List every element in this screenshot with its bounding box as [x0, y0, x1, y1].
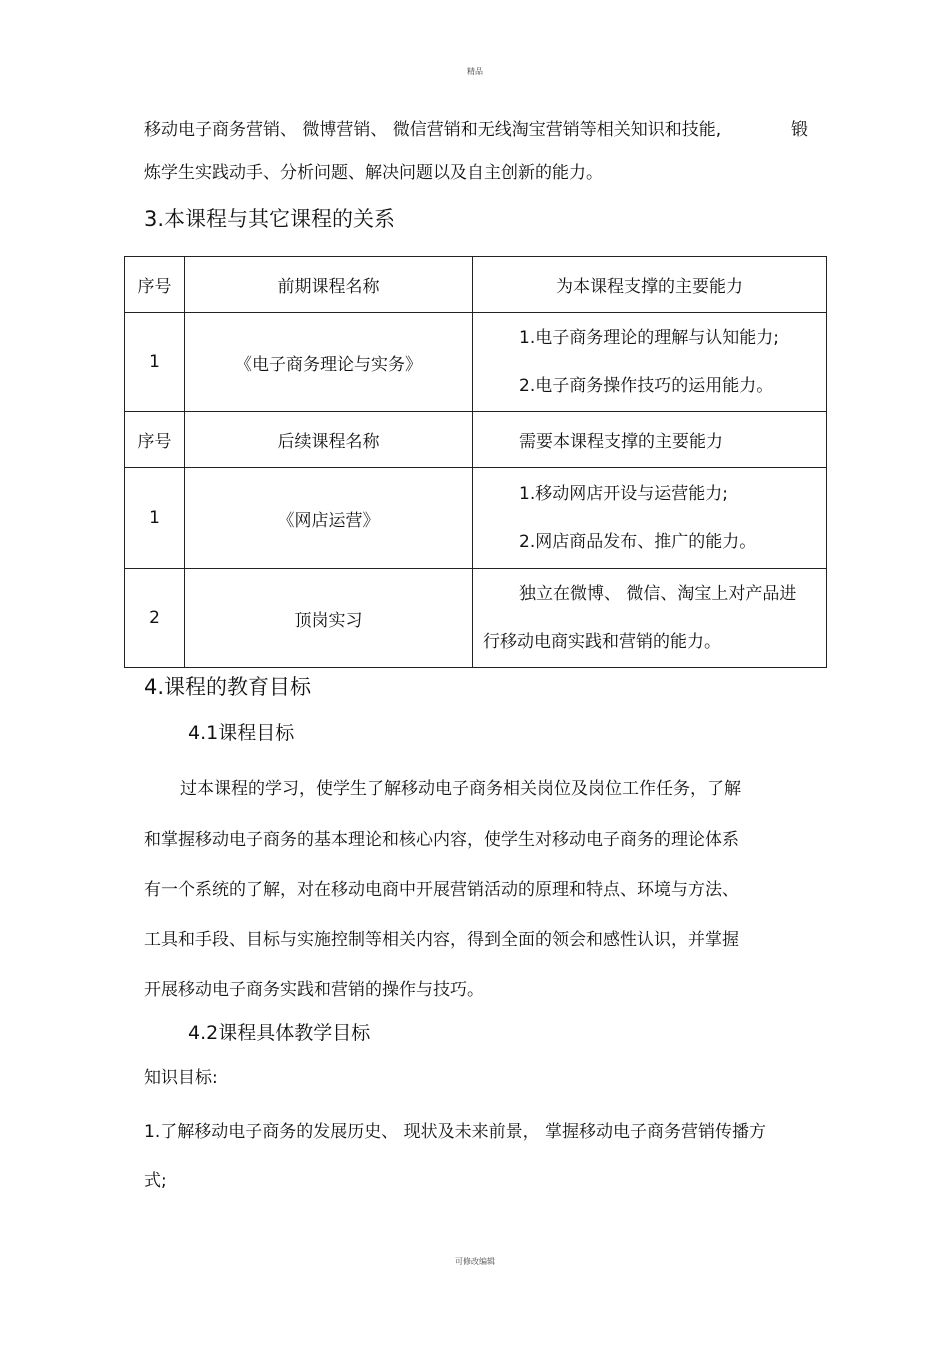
knowledge-item-line: 式; — [144, 1171, 167, 1191]
intro-line-1-text: 移动电子商务营销、 微博营销、 微信营销和无线淘宝营销等相关知识和技能, — [144, 120, 722, 140]
row-num: 2 — [125, 569, 185, 668]
goal-line: 有一个系统的了解，对在移动电商中开展营销活动的原理和特点、环境与方法、 — [144, 880, 739, 900]
section-4-2-heading: 4.2课程具体教学目标 — [188, 1022, 371, 1044]
knowledge-label: 知识目标: — [144, 1068, 218, 1088]
intro-line-1-end: 锻 — [791, 120, 808, 140]
row-capabilities — [473, 569, 827, 668]
header-capability-next: 需要本课程支撑的主要能力 — [473, 412, 827, 468]
capability-line: 行移动电商实践和营销的能力。 — [483, 632, 721, 652]
row-course-name: 《电子商务理论与实务》 — [185, 313, 473, 412]
section-3-heading: 3.本课程与其它课程的关系 — [144, 207, 396, 231]
course-relation-table — [124, 256, 827, 668]
capability-item: 2.网店商品发布、推广的能力。 — [519, 532, 757, 552]
row-num: 1 — [125, 468, 185, 569]
row-course-name: 顶岗实习 — [185, 569, 473, 668]
capability-line: 独立在微博、 微信、淘宝上对产品进 — [519, 584, 797, 604]
capability-item: 1.移动网店开设与运营能力; — [519, 484, 728, 504]
row-capabilities — [473, 313, 827, 412]
header-name-prev: 前期课程名称 — [185, 257, 473, 313]
header-capability-prev: 为本课程支撑的主要能力 — [473, 257, 827, 313]
goal-line: 工具和手段、目标与实施控制等相关内容，得到全面的领会和感性认识，并掌握 — [144, 930, 739, 950]
goal-line: 和掌握移动电子商务的基本理论和核心内容，使学生对移动电子商务的理论体系 — [144, 830, 739, 850]
header-num-next: 序号 — [125, 412, 185, 468]
intro-line-1 — [144, 120, 808, 140]
row-course-name: 《网店运营》 — [185, 468, 473, 569]
page-header-mark: 精品 — [467, 67, 483, 76]
table-header-row-next — [125, 412, 827, 468]
section-4-heading: 4.课程的教育目标 — [144, 675, 312, 699]
table-row — [125, 468, 827, 569]
table-row — [125, 313, 827, 412]
goal-line: 开展移动电子商务实践和营销的操作与技巧。 — [144, 980, 484, 1000]
capability-item: 2.电子商务操作技巧的运用能力。 — [519, 376, 774, 396]
capability-item: 1.电子商务理论的理解与认知能力; — [519, 328, 779, 348]
intro-line-2: 炼学生实践动手、分析问题、解决问题以及自主创新的能力。 — [144, 163, 603, 183]
table-row — [125, 569, 827, 668]
page-footer-mark: 可修改编辑 — [455, 1257, 495, 1266]
goal-line: 过本课程的学习，使学生了解移动电子商务相关岗位及岗位工作任务，了解 — [180, 779, 741, 799]
header-name-next: 后续课程名称 — [185, 412, 473, 468]
row-capabilities — [473, 468, 827, 569]
knowledge-item-line: 1.了解移动电子商务的发展历史、 现状及未来前景， 掌握移动电子商务营销传播方 — [144, 1122, 767, 1142]
row-num: 1 — [125, 313, 185, 412]
table-header-row-prev — [125, 257, 827, 313]
header-num-prev: 序号 — [125, 257, 185, 313]
section-4-1-heading: 4.1课程目标 — [188, 722, 295, 744]
